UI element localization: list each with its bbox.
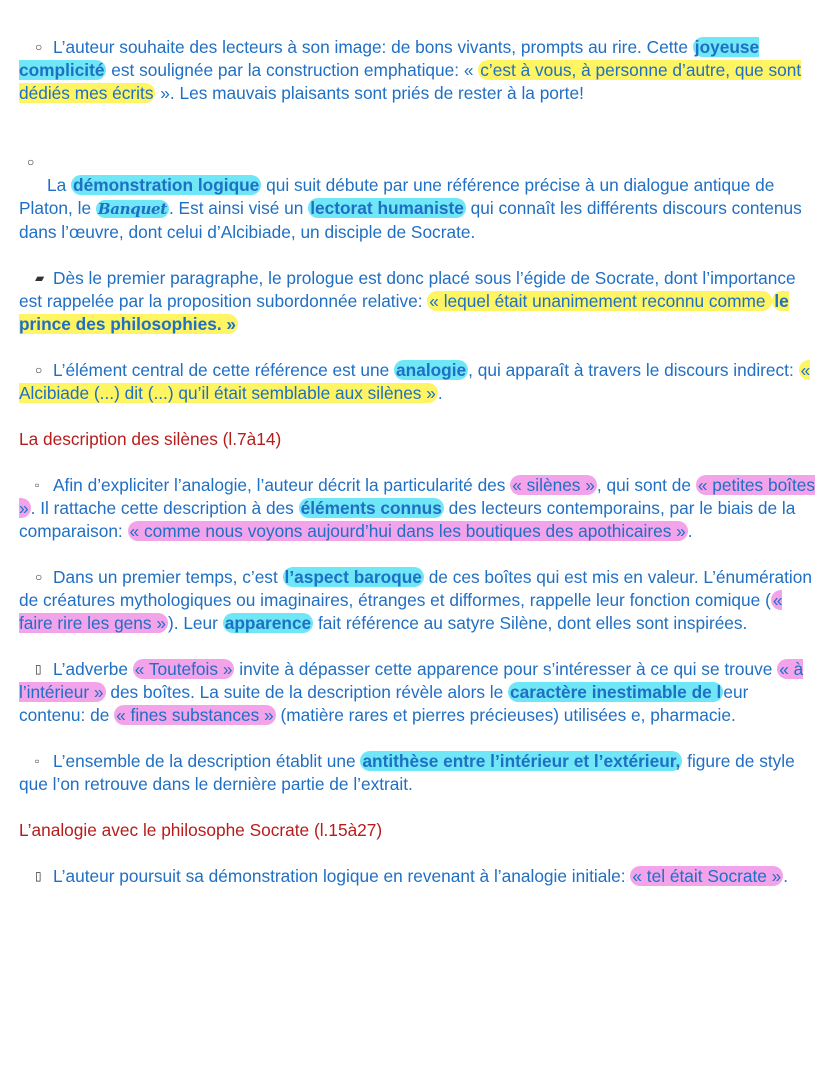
paragraph-2: ○ La démonstration logique qui suit débute par une référence précise à un dialogue antique de Platon, le Banquet . Est ainsi visé un lectorat humaniste qui connaît les différents discours contenus dans l’œuvre, dont celui d’Alcibiade, un disciple de Socrate. xyxy=(19,151,816,244)
paragraph-7: ▯ L’adverbe « Toutefois » invite à dépasser cette apparence pour s’intéresser à ce qui se trouve « à l’intérieur » des boîtes. La suite de la description révèle alors le caractère inestimable de l eur contenu: de « fines substances » (matière rares et pierres précieuses) utilisées e, pharmacie. xyxy=(19,659,804,725)
highlight-quote-apothicaires: « comme nous voyons aujourd’hui dans les boutiques des apothicaires » xyxy=(129,521,686,541)
square-bullet-icon: ▫ xyxy=(35,754,40,768)
highlight-elements-connus: éléments connus xyxy=(300,498,442,518)
highlight-quote-dedies: c’est à vous, à personne d’autre, que sont dédiés mes écrits xyxy=(19,60,802,103)
highlight-antithese: antithèse entre l’intérieur et l’extérieur, xyxy=(362,751,681,771)
paragraph-8: ▫ L’ensemble de la description établit une antithèse entre l’intérieur et l’extérieur, figure de style que l’on retrouve dans le dernière partie de l’extrait. xyxy=(19,751,795,794)
paragraph-9: ▯ L’auteur poursuit sa démonstration logique en revenant à l’analogie initiale: « tel était Socrate » . xyxy=(35,866,789,886)
highlight-quote-alcibiade: « Alcibiade (...) dit (...) qu’il était semblable aux silènes » xyxy=(19,360,811,403)
circle-bullet-icon: ○ xyxy=(35,570,43,584)
handwritten-banquet: Banquet xyxy=(97,200,167,218)
paragraph-1: ○ L’auteur souhaite des lecteurs à son image: de bons vivants, prompts au rire. Cette joyeuse complicité est soulignée par la construction emphatique: « c’est à vous, à personne d’autre, que sont dédiés mes écrits ». Les mauvais plaisants sont priés de rester à la porte! xyxy=(19,37,802,103)
highlight-tel-etait-socrate: « tel était Socrate » xyxy=(632,866,782,886)
rect-bullet-icon: ▯ xyxy=(35,662,42,676)
highlight-petites-boites: « petites boîtes » xyxy=(19,475,816,518)
highlight-faire-rire: « faire rire les gens » xyxy=(19,590,783,633)
highlight-prince-philosophies: le prince des philosophies. » xyxy=(19,291,789,334)
circle-bullet-icon: ○ xyxy=(27,155,35,169)
highlight-fines-substances: « fines substances » xyxy=(116,705,274,725)
highlight-analogie: analogie xyxy=(396,360,467,380)
paragraph-3: ▰ Dès le premier paragraphe, le prologue est donc placé sous l’égide de Socrate, dont l’importance est rappelée par la proposition subordonnée relative: « lequel était unanimement reconnu comme le prince des philosophies. » xyxy=(19,268,796,334)
highlight-silenes: « silènes » xyxy=(512,475,595,495)
highlight-joyeuse-complicite: joyeuse complicité xyxy=(19,37,760,80)
highlight-aspect-baroque: l’aspect baroque xyxy=(284,567,422,587)
rect-bullet-icon: ▯ xyxy=(35,869,42,883)
section-heading-silenes: La description des silènes (l.7à14) xyxy=(19,429,282,449)
paragraph-4: ○ L’élément central de cette référence est une analogie , qui apparaît à travers le discours indirect: « Alcibiade (...) dit (...) qu’il était semblable aux silènes » . xyxy=(19,360,811,403)
highlight-lequel-etait: « lequel était unanimement reconnu comme xyxy=(429,291,771,311)
square-bullet-icon: ▫ xyxy=(35,478,40,492)
circle-bullet-icon: ○ xyxy=(35,40,43,54)
paragraph-6: ○ Dans un premier temps, c’est l’aspect baroque de ces boîtes qui est mis en valeur. L’énumération de créatures mythologiques ou imaginaires, étranges et difformes, rappelle leur fonction comique ( « faire rire les gens » ). Leur apparence fait référence au satyre Silène, dont elles sont inspirées. xyxy=(19,567,812,633)
highlight-lectorat-humaniste: lectorat humaniste xyxy=(310,198,464,218)
paragraph-5: ▫ Afin d’expliciter l’analogie, l’auteur décrit la particularité des « silènes » , qui sont de « petites boîtes » . Il rattache cette description à des éléments connus des lecteurs contemporains, par le biais de la comparaison: « comme nous voyons aujourd’hui dans les boutiques des apothicaires » . xyxy=(19,475,816,541)
highlight-toutefois: « Toutefois » xyxy=(134,659,233,679)
highlight-apparence: apparence xyxy=(224,613,312,633)
arrow-bullet-icon: ▰ xyxy=(35,271,45,285)
highlight-demonstration-logique: démonstration logique xyxy=(73,175,260,195)
circle-bullet-icon: ○ xyxy=(35,363,43,377)
highlight-a-linterieur: « à l’intérieur » xyxy=(19,659,804,702)
section-heading-socrate: L’analogie avec le philosophe Socrate (l.15à27) xyxy=(19,820,383,840)
highlight-caractere-inestimable: caractère inestimable de l xyxy=(510,682,722,702)
